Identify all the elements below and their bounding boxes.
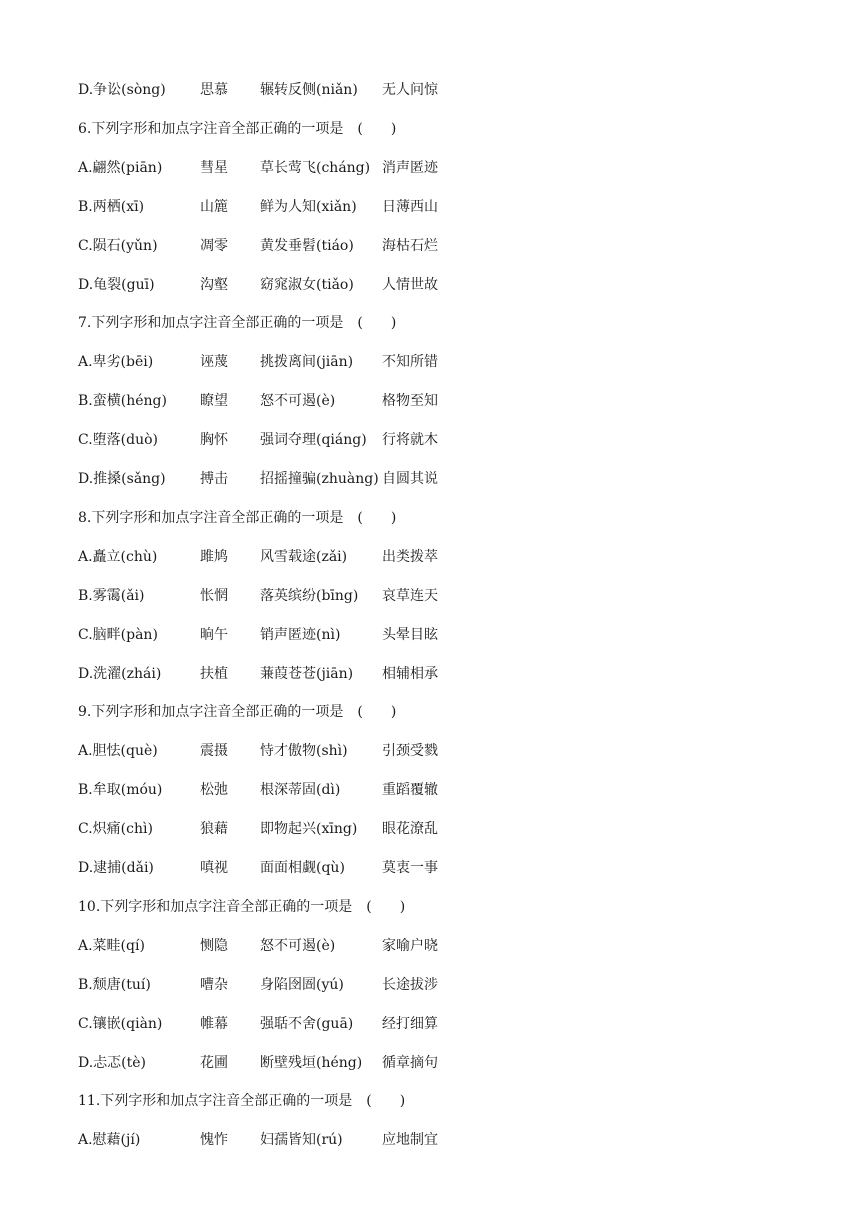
- option-idiom: 销声匿迹(nì): [260, 627, 341, 643]
- option-idiom: 挑拨离间(jiān): [260, 354, 354, 370]
- option-idiom-2: 长途拔涉: [382, 977, 438, 993]
- option-idiom: 窈窕淑女(tiǎo): [260, 277, 354, 293]
- option-word: D.龟裂(guī): [78, 277, 155, 293]
- option-idiom: 断壁残垣(héng): [260, 1055, 363, 1071]
- option-idiom: 即物起兴(xīng): [260, 821, 358, 837]
- question-text: 6.下列字形和加点字注音全部正确的一项是 ( ): [78, 121, 397, 137]
- option-idiom-2: 人情世故: [382, 277, 438, 293]
- option-word: A.卑劣(bēi): [78, 354, 154, 370]
- option-word: B.颓唐(tuí): [78, 977, 151, 993]
- option-idiom-2: 经打细算: [382, 1016, 438, 1032]
- option-term: 扶植: [200, 666, 228, 682]
- option-term: 胸怀: [200, 432, 228, 448]
- option-word: B.蛮横(héng): [78, 393, 167, 409]
- option-term: 沟壑: [200, 277, 228, 293]
- option-word: D.忐忑(tè): [78, 1055, 147, 1071]
- option-term: 诬蔑: [200, 354, 228, 370]
- option-idiom: 鲜为人知(xiǎn): [260, 199, 357, 215]
- question-text: 10.下列字形和加点字注音全部正确的一项是 ( ): [78, 899, 406, 915]
- option-idiom-2: 不知所错: [382, 354, 438, 370]
- option-word: B.两栖(xī): [78, 199, 145, 215]
- option-term: 嗔视: [200, 860, 228, 876]
- option-word: D.逮捕(dǎi): [78, 860, 154, 876]
- question-text: 8.下列字形和加点字注音全部正确的一项是 ( ): [78, 510, 397, 526]
- option-idiom-2: 重蹈覆辙: [382, 782, 438, 798]
- option-idiom: 强聒不舍(guā): [260, 1016, 354, 1032]
- option-idiom: 根深蒂固(dì): [260, 782, 341, 798]
- option-term: 雎鸠: [200, 549, 228, 565]
- question-text: 7.下列字形和加点字注音全部正确的一项是 ( ): [78, 315, 397, 331]
- option-term: 嘈杂: [200, 977, 228, 993]
- option-idiom: 恃才傲物(shì): [260, 743, 348, 759]
- option-word: A.翩然(piān): [78, 160, 163, 176]
- option-term: 震摄: [200, 743, 228, 759]
- option-term: 花圃: [200, 1055, 228, 1071]
- option-term: 凋零: [200, 238, 228, 254]
- option-term: 晌午: [200, 627, 228, 643]
- option-idiom-2: 格物至知: [382, 393, 438, 409]
- question-text: 11.下列字形和加点字注音全部正确的一项是 ( ): [78, 1093, 406, 1109]
- option-word: A.胆怯(què): [78, 743, 158, 759]
- option-idiom-2: 哀草连天: [382, 588, 438, 604]
- option-idiom-2: 日薄西山: [382, 199, 438, 215]
- option-idiom: 风雪载途(zǎi): [260, 549, 348, 565]
- option-term: 搏击: [200, 471, 228, 487]
- option-idiom-2: 海枯石烂: [382, 238, 438, 254]
- option-idiom-2: 出类拨萃: [382, 549, 438, 565]
- option-term: 怅惘: [200, 588, 228, 604]
- option-idiom: 落英缤纷(bīng): [260, 588, 359, 604]
- option-idiom-2: 行将就木: [382, 432, 438, 448]
- option-term: 愧怍: [200, 1132, 228, 1148]
- option-idiom: 蒹葭苍苍(jiān): [260, 666, 354, 682]
- option-idiom-2: 引颈受戮: [382, 743, 438, 759]
- question-text: 9.下列字形和加点字注音全部正确的一项是 ( ): [78, 704, 397, 720]
- option-idiom: 怒不可遏(è): [260, 393, 336, 409]
- option-idiom-2: 消声匿迹: [382, 160, 438, 176]
- option-term: 帷幕: [200, 1016, 228, 1032]
- option-word: C.炽痛(chì): [78, 821, 153, 837]
- option-idiom: 面面相觑(qù): [260, 860, 345, 876]
- option-idiom-2: 眼花潦乱: [382, 821, 438, 837]
- option-idiom: 草长莺飞(cháng): [260, 160, 371, 176]
- option-idiom: 身陷囹圄(yú): [260, 977, 344, 993]
- option-idiom-2: 莫衷一事: [382, 860, 438, 876]
- option-idiom: 怒不可遏(è): [260, 938, 336, 954]
- option-idiom-2: 相辅相承: [382, 666, 438, 682]
- option-term: 松弛: [200, 782, 228, 798]
- option-word: A.菜畦(qí): [78, 938, 145, 954]
- option-word: D.推搡(sǎng): [78, 471, 166, 487]
- option-idiom-2: 头晕目眩: [382, 627, 438, 643]
- option-term: 彗星: [200, 160, 228, 176]
- option-word: D.争讼(sòng): [78, 82, 166, 98]
- option-word: D.洗濯(zhái): [78, 666, 162, 682]
- option-term: 恻隐: [200, 938, 228, 954]
- option-idiom-2: 循章摘句: [382, 1055, 438, 1071]
- option-idiom-2: 应地制宜: [382, 1132, 438, 1148]
- option-word: C.镶嵌(qiàn): [78, 1016, 163, 1032]
- option-word: A.矗立(chù): [78, 549, 158, 565]
- option-idiom: 招摇撞骗(zhuàng): [260, 471, 379, 487]
- option-idiom-2: 自圆其说: [382, 471, 438, 487]
- option-word: B.牟取(móu): [78, 782, 163, 798]
- option-word: A.慰藉(jí): [78, 1132, 141, 1148]
- option-word: C.脑畔(pàn): [78, 627, 158, 643]
- option-idiom: 黄发垂髫(tiáo): [260, 238, 354, 254]
- option-term: 瞭望: [200, 393, 228, 409]
- option-word: C.堕落(duò): [78, 432, 158, 448]
- option-term: 思慕: [200, 82, 228, 98]
- option-idiom: 妇孺皆知(rú): [260, 1132, 343, 1148]
- option-term: 山簏: [200, 199, 228, 215]
- option-word: C.陨石(yǔn): [78, 238, 158, 254]
- option-term: 狼藉: [200, 821, 228, 837]
- option-idiom: 辗转反侧(niǎn): [260, 82, 358, 98]
- option-idiom-2: 无人问惊: [382, 82, 438, 98]
- option-word: B.雾霭(ǎi): [78, 588, 145, 604]
- option-idiom: 强词夺理(qiáng): [260, 432, 367, 448]
- option-idiom-2: 家喻户晓: [382, 938, 438, 954]
